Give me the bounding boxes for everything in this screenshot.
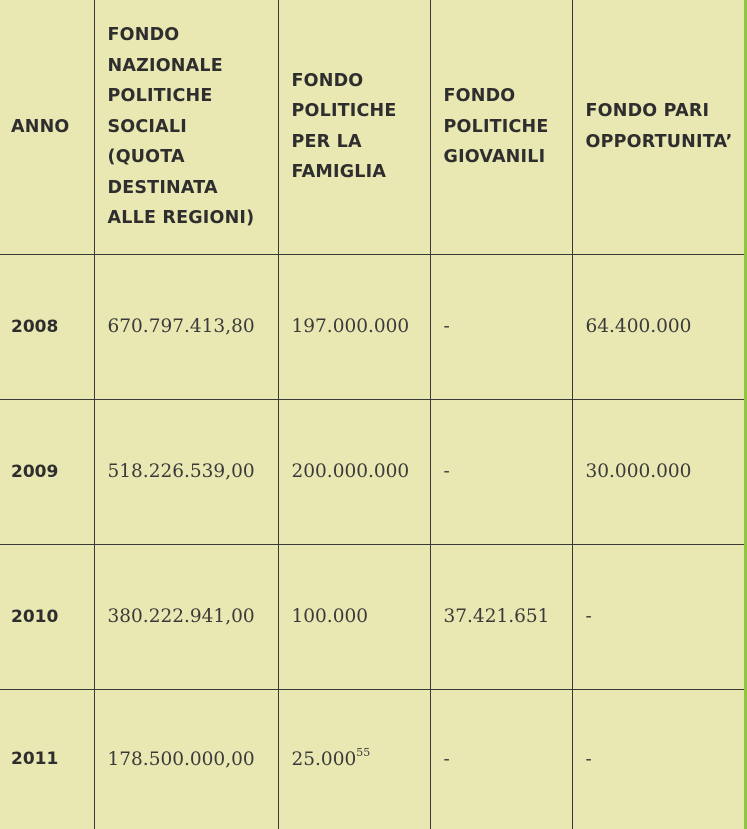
header-fondo-politiche-giovanili: FONDO POLITICHE GIOVANILI — [430, 0, 572, 254]
cell-famiglia: 200.000.000 — [278, 399, 430, 544]
cell-fnps: 518.226.539,00 — [94, 399, 278, 544]
header-fondo-nazionale-politiche-sociali: FONDO NAZIONALE POLITICHE SOCIALI (QUOTA DESTINATA ALLE REGIONI) — [94, 0, 278, 254]
table-row — [0, 689, 744, 829]
cell-famiglia — [278, 689, 430, 829]
cell-fnps: 178.500.000,00 — [94, 689, 278, 829]
cell-famiglia-value: 25.000 — [291, 748, 357, 770]
cell-giovanili: - — [430, 254, 572, 399]
cell-giovanili: 37.421.651 — [430, 544, 572, 689]
header-row — [0, 0, 744, 254]
header-fondo-politiche-famiglia: FONDO POLITICHE PER LA FAMIGLIA — [278, 0, 430, 254]
cell-pari: - — [585, 748, 592, 770]
cell-giovanili: - — [430, 399, 572, 544]
cell-fnps: 670.797.413,80 — [94, 254, 278, 399]
cell-pari: 30.000.000 — [572, 399, 744, 544]
cell-anno: 2008 — [0, 254, 94, 399]
cell-anno: 2009 — [0, 399, 94, 544]
header-fondo-pari-opportunita: FONDO PARI OPPORTUNITA’ — [572, 0, 744, 254]
cell-pari: - — [572, 544, 744, 689]
header-anno: ANNO — [0, 0, 94, 254]
cell-anno: 2010 — [0, 544, 94, 689]
table-row — [0, 399, 744, 544]
cell-giovanili: - — [430, 689, 572, 829]
table-row — [0, 254, 744, 399]
cell-anno: 2011 — [0, 689, 94, 829]
cell-pari: 64.400.000 — [572, 254, 744, 399]
footnote-marker: 55 — [356, 745, 371, 759]
cell-famiglia: 100.000 — [278, 544, 430, 689]
table-row — [0, 544, 744, 689]
cell-famiglia: 197.000.000 — [278, 254, 430, 399]
cell-fnps: 380.222.941,00 — [94, 544, 278, 689]
